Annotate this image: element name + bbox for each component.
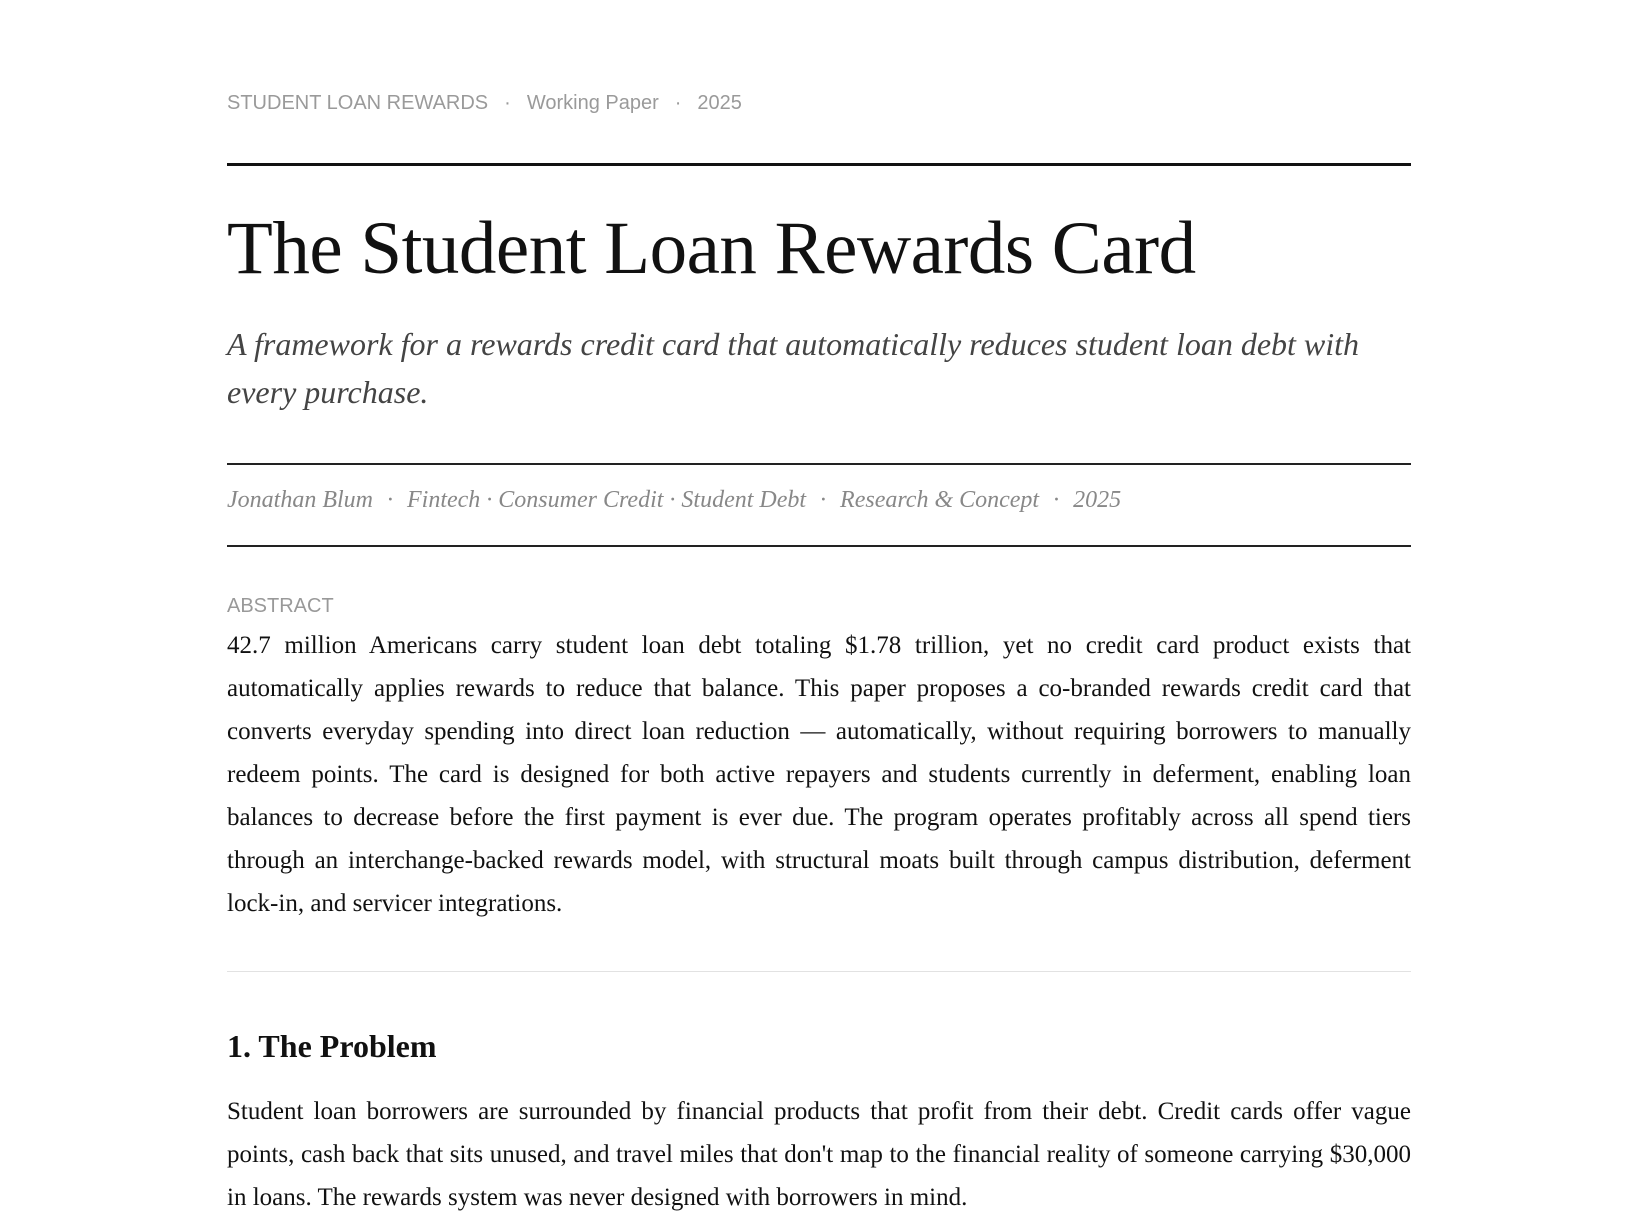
section-divider	[227, 971, 1411, 972]
section-heading: 1. The Problem	[227, 1028, 437, 1064]
series-name: STUDENT LOAN REWARDS	[227, 92, 489, 114]
separator: ·	[386, 487, 393, 513]
paper-subtitle: A framework for a rewards credit card that automatically reduces student loan debt with every purchase.	[227, 326, 1360, 410]
paper-title: The Student Loan Rewards Card	[227, 207, 1196, 290]
paper-type: Working Paper	[526, 92, 659, 114]
separator: ·	[674, 92, 682, 114]
author: Jonathan Blum	[227, 487, 373, 513]
byline-year: 2025	[1073, 487, 1122, 513]
byline-top-divider	[227, 463, 1411, 465]
byline	[227, 487, 1121, 514]
abstract-text: 42.7 million Americans carry student loan debt totaling $1.78 trillion, yet no credit card product exists that automatically applies rewards to reduce that balance. This paper proposes a co-branded rewards credit card that converts everyday spending into direct loan reduction — automatically, without requiring borrowers to manually redeem points. The card is designed for both active repayers and students currently in deferment, enabling loan balances to decrease before the first payment is ever due. The program operates profitably across all spend tiers through an interchange-backed rewards model, with structural moats built through campus distribution, deferment lock-in, and servicer integrations.	[227, 632, 1411, 917]
category: Research & Concept	[840, 487, 1040, 513]
top-divider	[227, 163, 1411, 166]
abstract-label: ABSTRACT	[227, 595, 334, 617]
paper-year: 2025	[697, 92, 742, 114]
separator: ·	[820, 487, 827, 513]
separator: ·	[504, 92, 511, 114]
section-paragraph: Student loan borrowers are surrounded by financial products that profit from their debt. Credit cards offer vague points, cash back that sits unused, and travel miles that don't map to the financial reality of someone carrying $30,000 in loans. The rewards system was never designed with borrowers in mind.	[227, 1098, 1411, 1211]
paper-kicker	[227, 92, 742, 115]
topics: Fintech · Consumer Credit · Student Debt	[406, 487, 807, 513]
separator: ·	[1053, 487, 1060, 513]
byline-bottom-divider	[227, 545, 1411, 547]
